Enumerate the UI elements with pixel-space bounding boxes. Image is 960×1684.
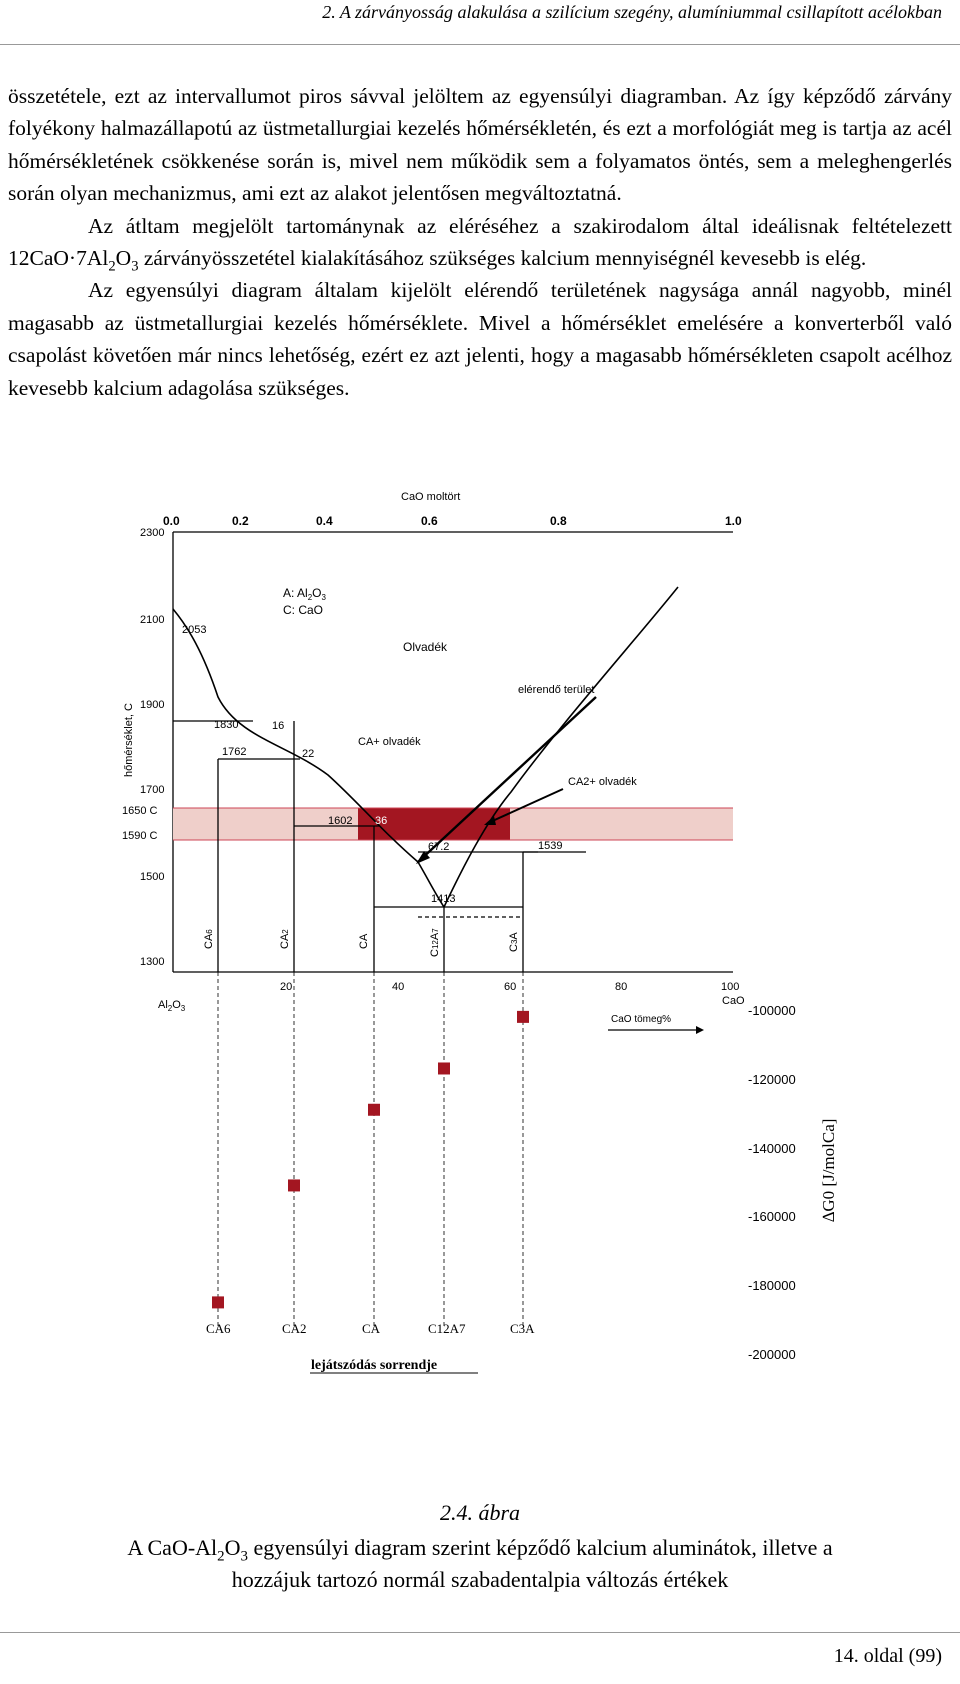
svg-text:1.0: 1.0 [725,514,742,528]
category-label: CA6 [206,1321,231,1336]
svg-text:0.6: 0.6 [421,514,438,528]
svg-text:1830: 1830 [214,719,239,731]
category-label: CA [362,1321,381,1336]
ca-liquid-label: CA+ olvadék [358,736,421,748]
svg-text:0.0: 0.0 [163,514,180,528]
svg-text:0.4: 0.4 [316,514,333,528]
y-axis-title: hőmérséklet, C [123,703,135,777]
svg-text:-100000: -100000 [748,1003,796,1018]
svg-text:67.2: 67.2 [428,841,450,853]
svg-text:1500: 1500 [140,871,165,883]
dg-marker-ca [368,1104,380,1116]
figure-number: 2.4. ábra [439,1500,521,1525]
svg-text:2053: 2053 [182,624,207,636]
svg-text:C12A7: C12A7 [429,928,441,957]
svg-text:CA6: CA6 [203,929,215,949]
liquid-label: Olvadék [403,640,448,654]
category-label: C3A [510,1321,535,1336]
running-header: 2. A zárványosság alakulása a szilícium szegény, alumíniummal csillapított acélokban [322,2,942,22]
category-label: C12A7 [428,1321,466,1336]
svg-text:1900: 1900 [140,699,165,711]
svg-text:60: 60 [504,981,517,993]
dg-markers [212,1011,529,1309]
svg-text:22: 22 [302,748,315,760]
svg-text:CA2: CA2 [279,929,291,949]
paragraph-1: összetétele, ezt az intervallumot piros sávval jelöltem az egyensúlyi diagramban. Az így képződő zárvány folyékony halmazállapotú az üstmetallurgiai kezelés hőmérsékletén, és ezt a morfológiát meg is tartja az acél hőmérsékletének csökkenése során is, mivel nem működik sem a folyamatos öntés, sem a meleghengerlés során olyan mechanizmus, ami ezt az alakot jelentősen megváltoztatná. [8,84,952,206]
svg-text:-180000: -180000 [748,1278,796,1293]
bottom-axis-ticks [280,981,739,993]
dg-marker-c12a7 [438,1062,450,1074]
svg-text:16: 16 [272,720,285,732]
ca2-liquid-label: CA2+ olvadék [568,776,637,788]
legend-a: A: $Al_2O_3$ [283,586,326,602]
svg-text:1590 C: 1590 C [122,830,158,842]
body-text [8,80,952,404]
dg-marker-ca2 [288,1179,300,1191]
figure-phase-diagram [118,487,922,1500]
footer-rule [0,1632,960,1633]
svg-text:1762: 1762 [222,746,247,758]
dg-categories [206,1321,535,1336]
svg-text:80: 80 [615,981,628,993]
svg-text:36: 36 [375,815,388,827]
svg-text:1650 C: 1650 C [122,805,158,817]
dg-axis-title: ∆G0 [J/molCa] [819,1118,838,1222]
phase-labels [203,928,520,957]
svg-text:-140000: -140000 [748,1141,796,1156]
seq-title: lejátszódás sorrendje [311,1358,438,1373]
svg-text:1413: 1413 [431,893,456,905]
svg-text:-160000: -160000 [748,1209,796,1224]
svg-text:0.2: 0.2 [232,514,249,528]
dg-marker-ca6 [212,1296,224,1308]
dg-marker-c3a [517,1011,529,1023]
svg-text:2300: 2300 [140,527,165,539]
figure-caption: A CaO-$Al_2O_3$ egyensúlyi diagram szerint képződő kalcium aluminátok, illetve a hozzájuk tartozó normál szabadentalpia változás értékek [127,1535,833,1592]
svg-text:1602: 1602 [328,815,353,827]
guide-lines [218,972,523,1327]
svg-text:2100: 2100 [140,614,165,626]
bottom-left-label: $Al_2O_3$ [158,999,186,1013]
svg-text:1539: 1539 [538,840,563,852]
svg-text:C3A: C3A [508,932,520,952]
top-axis-title: CaO moltört [401,491,461,503]
target-label: elérendő terület [518,684,595,696]
top-axis-ticks [163,514,742,528]
svg-text:-200000: -200000 [748,1347,796,1362]
bottom-axis-title: CaO tömeg% [611,1014,672,1025]
legend-c: C: CaO [283,603,324,617]
point-labels [182,624,562,905]
page-number: 14. oldal (99) [833,1645,942,1667]
category-label: CA2 [282,1321,307,1336]
paragraph-3: Az egyensúlyi diagram általam kijelölt elérendő területének nagysága annál nagyobb, minél magasabb az üstmetallurgiai kezelés hőmérséklete. Mivel a hőmérséklet emelésére a konverterből való csapolást követően már nincs lehetőség, ezért ez azt jelenti, hogy a magasabb hőmérsékleten csapolt acélhoz kevesebb kalcium adagolása szükséges. [8,278,952,400]
svg-text:100: 100 [721,981,740,993]
paragraph-2: Az átltam megjelölt tartománynak az eléréséhez a szakirodalom által ideálisnak feltételezett $12CaO\cdot 7Al_2O_3$ zárványösszetétel kialakításához szükséges kalcium mennyiségnél kevesebb is elég. [8,213,952,275]
svg-text:1300: 1300 [140,956,165,968]
svg-text:40: 40 [392,981,405,993]
bottom-right-label: CaO [722,995,745,1007]
svg-text:1700: 1700 [140,784,165,796]
svg-text:0.8: 0.8 [550,514,567,528]
svg-text:-120000: -120000 [748,1072,796,1087]
header-rule [0,44,960,45]
svg-text:20: 20 [280,981,293,993]
dg-axis-ticks [748,1003,796,1362]
svg-text:CA: CA [358,933,370,949]
figure-svg [118,487,922,1500]
